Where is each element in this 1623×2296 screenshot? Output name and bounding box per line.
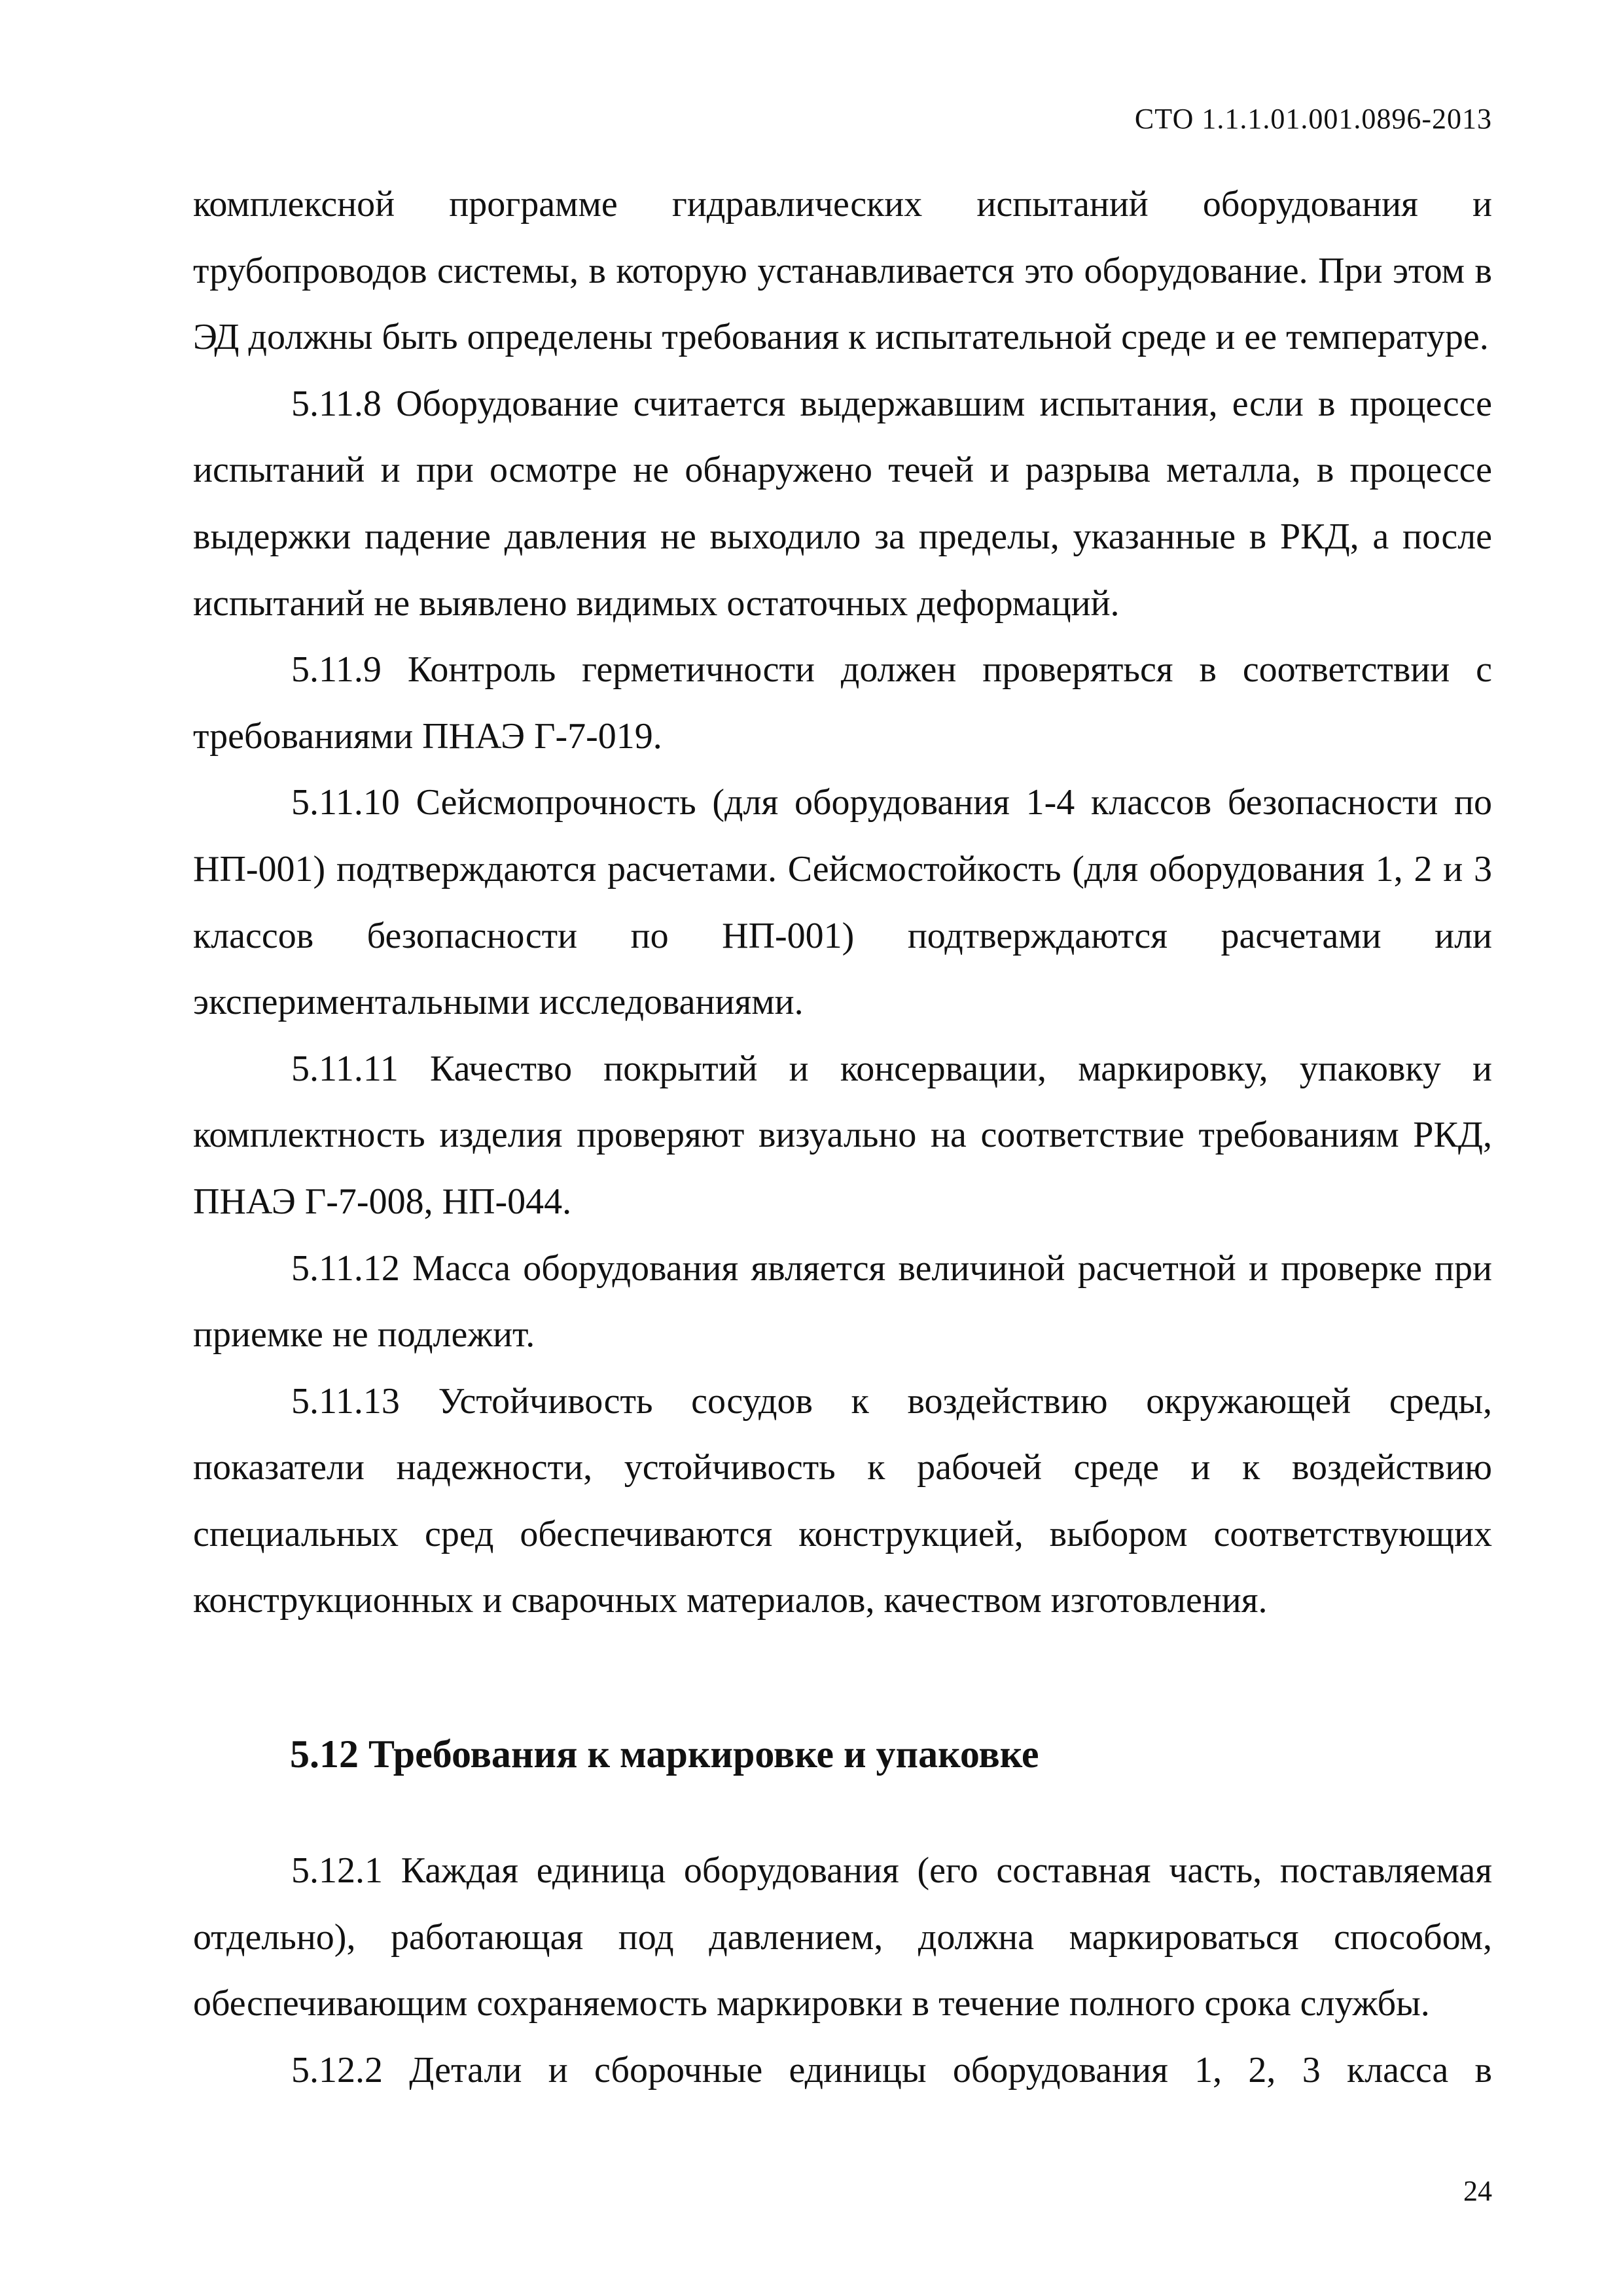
paragraph-5-11-11: 5.11.11 Качество покрытий и консервации, маркировку, упаковку и комплектность изделия проверяют визуально на соответствие требованиям РКД, ПНАЭ Г-7-008, НП-044. (193, 1048, 1492, 1222)
paragraph-5-12-1: 5.12.1 Каждая единица оборудования (его составная часть, поставляемая отдельно), работающая под давлением, должна маркироваться способом, обеспечивающим сохраняемость маркировки в течение полного срока службы. (193, 1850, 1492, 2024)
page-number: 24 (1463, 2175, 1492, 2207)
page-header-doc-code: СТО 1.1.1.01.001.0896-2013 (1134, 103, 1492, 135)
paragraph-5-11-12: 5.11.12 Масса оборудования является величиной расчетной и проверке при приемке не подлежит. (193, 1247, 1492, 1355)
paragraph-5-11-10: 5.11.10 Сейсмопрочность (для оборудования 1-4 классов безопасности по НП-001) подтверждаются расчетами. Сейсмостойкость (для оборудования 1, 2 и 3 классов безопасности по НП-001) подтверждаются расчетами или экспериментальными исследованиями. (193, 782, 1492, 1023)
paragraph-5-12-2: 5.12.2 Детали и сборочные единицы оборудования 1, 2, 3 класса в (291, 2049, 1492, 2090)
paragraph-5-11-9: 5.11.9 Контроль герметичности должен проверяться в соответствии с требованиями ПНАЭ Г-7-019. (193, 649, 1492, 757)
paragraph-continuation: комплексной программе гидравлических испытаний оборудования и трубопроводов системы, в которую устанавливается это оборудование. При этом в ЭД должны быть определены требования к испытательной среде и ее температуре. (193, 184, 1492, 358)
body-text-bottom (193, 1838, 1492, 2104)
section-heading-5-12: 5.12 Требования к маркировке и упаковке (290, 1732, 1039, 1776)
body-text-top (193, 171, 1492, 1634)
paragraph-5-11-8: 5.11.8 Оборудование считается выдержавшим испытания, если в процессе испытаний и при осмотре не обнаружено течей и разрыва металла, в процессе выдержки падение давления не выходило за пределы, указанные в РКД, а после испытаний не выявлено видимых остаточных деформаций. (193, 383, 1492, 624)
paragraph-5-11-13: 5.11.13 Устойчивость сосудов к воздействию окружающей среды, показатели надежности, устойчивость к рабочей среде и к воздействию специальных сред обеспечиваются конструкцией, выбором соответствующих конструкционных и сварочных материалов, качеством изготовления. (193, 1380, 1492, 1621)
